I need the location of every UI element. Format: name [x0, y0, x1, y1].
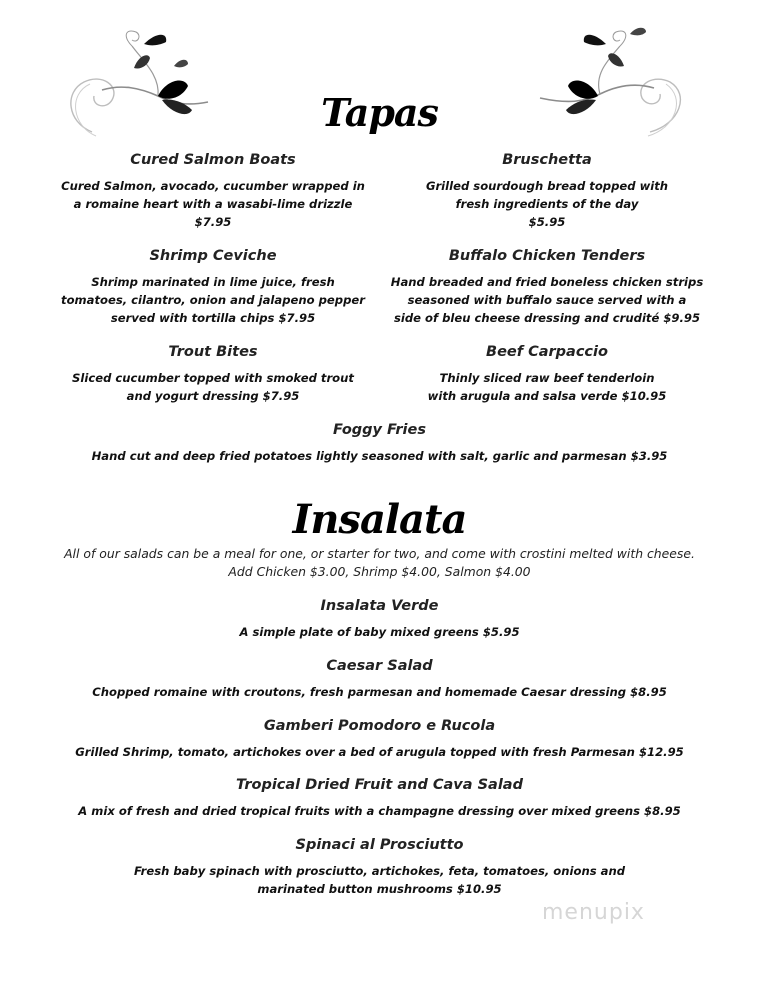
- intro-add-ons: Add Chicken $3.00, Shrimp $4.00, Salmon $4.00: [228, 564, 531, 579]
- item-desc-line: and yogurt dressing $7.95: [126, 389, 300, 403]
- menu-item-bruschetta: [384, 151, 710, 231]
- insalata-section-title: Insalata: [292, 496, 467, 543]
- item-name: Foggy Fries: [333, 422, 426, 438]
- item-price: $7.95: [194, 215, 232, 229]
- item-name: Spinaci al Prosciutto: [295, 837, 464, 853]
- item-desc-line: Cured Salmon, avocado, cucumber wrapped in: [61, 179, 365, 193]
- item-desc-line: Grilled sourdough bread topped with: [425, 179, 669, 193]
- item-desc-line: served with tortilla chips $7.95: [110, 311, 316, 325]
- menu-item-beef-carpaccio: [384, 343, 710, 405]
- item-desc-line: Chopped romaine with croutons, fresh parmesan and homemade Caesar dressing $8.95: [92, 685, 667, 699]
- item-name: Insalata Verde: [320, 598, 439, 614]
- insalata-intro: [20, 545, 739, 581]
- item-price: $5.95: [528, 215, 566, 229]
- menu-item-caesar-salad: [20, 657, 739, 701]
- item-desc-line: Grilled Shrimp, tomato, artichokes over a bed of arugula topped with fresh Parmesan $12.95: [75, 745, 684, 759]
- menu-item-cured-salmon-boats: [50, 151, 376, 231]
- item-description: [20, 862, 739, 898]
- item-description: [384, 273, 710, 327]
- item-description: [20, 623, 739, 641]
- item-desc-line: tomatoes, cilantro, onion and jalapeno pepper: [61, 293, 365, 307]
- item-desc-line: Hand cut and deep fried potatoes lightly seasoned with salt, garlic and parmesan $3.95: [91, 449, 668, 463]
- item-desc-line: Fresh baby spinach with prosciutto, artichokes, feta, tomatoes, onions and: [133, 864, 626, 878]
- menu-item-shrimp-ceviche: [50, 247, 376, 327]
- item-description: [50, 369, 376, 405]
- item-description: [20, 802, 739, 820]
- item-description: [384, 177, 710, 231]
- item-description: [20, 447, 739, 465]
- item-desc-line: fresh ingredients of the day: [455, 197, 639, 211]
- tapas-section-title: Tapas: [321, 90, 438, 135]
- menupix-watermark: menupix: [542, 900, 645, 925]
- item-name: Gamberi Pomodoro e Rucola: [263, 718, 496, 734]
- item-name: Buffalo Chicken Tenders: [448, 248, 646, 264]
- item-desc-line: Sliced cucumber topped with smoked trout: [72, 371, 354, 385]
- item-desc-line: side of bleu cheese dressing and crudité $9.95: [393, 311, 701, 325]
- item-name: Bruschetta: [502, 152, 592, 168]
- item-name: Cured Salmon Boats: [130, 152, 296, 168]
- item-name: Beef Carpaccio: [486, 344, 608, 360]
- item-description: [50, 177, 376, 231]
- item-desc-line: A mix of fresh and dried tropical fruits with a champagne dressing over mixed greens $8.95: [78, 804, 681, 818]
- item-desc-line: a romaine heart with a wasabi-lime drizzle: [73, 197, 353, 211]
- item-name: Trout Bites: [168, 344, 258, 360]
- item-description: [384, 369, 710, 405]
- item-desc-line: Shrimp marinated in lime juice, fresh: [91, 275, 335, 289]
- menu-item-foggy-fries: [20, 421, 739, 465]
- item-name: Shrimp Ceviche: [149, 248, 277, 264]
- item-name: Tropical Dried Fruit and Cava Salad: [236, 777, 523, 793]
- intro-line: All of our salads can be a meal for one, or starter for two, and come with crostini melted with cheese.: [64, 546, 695, 561]
- menu-item-spinaci-al-prosciutto: [20, 836, 739, 898]
- item-desc-line: marinated button mushrooms $10.95: [257, 882, 502, 896]
- item-desc-line: with arugula and salsa verde $10.95: [427, 389, 667, 403]
- menu-item-tropical-dried-fruit-cava-salad: [20, 776, 739, 820]
- item-description: [20, 683, 739, 701]
- item-name: Caesar Salad: [326, 658, 433, 674]
- menu-item-buffalo-chicken-tenders: [384, 247, 710, 327]
- item-description: [50, 273, 376, 327]
- menu-item-trout-bites: [50, 343, 376, 405]
- menu-item-gamberi-pomodoro-e-rucola: [20, 717, 739, 761]
- item-desc-line: Hand breaded and fried boneless chicken strips: [390, 275, 704, 289]
- item-desc-line: A simple plate of baby mixed greens $5.95: [239, 625, 520, 639]
- item-desc-line: Thinly sliced raw beef tenderloin: [439, 371, 655, 385]
- item-description: [20, 743, 739, 761]
- item-desc-line: seasoned with buffalo sauce served with a: [407, 293, 687, 307]
- menu-item-insalata-verde: [20, 597, 739, 641]
